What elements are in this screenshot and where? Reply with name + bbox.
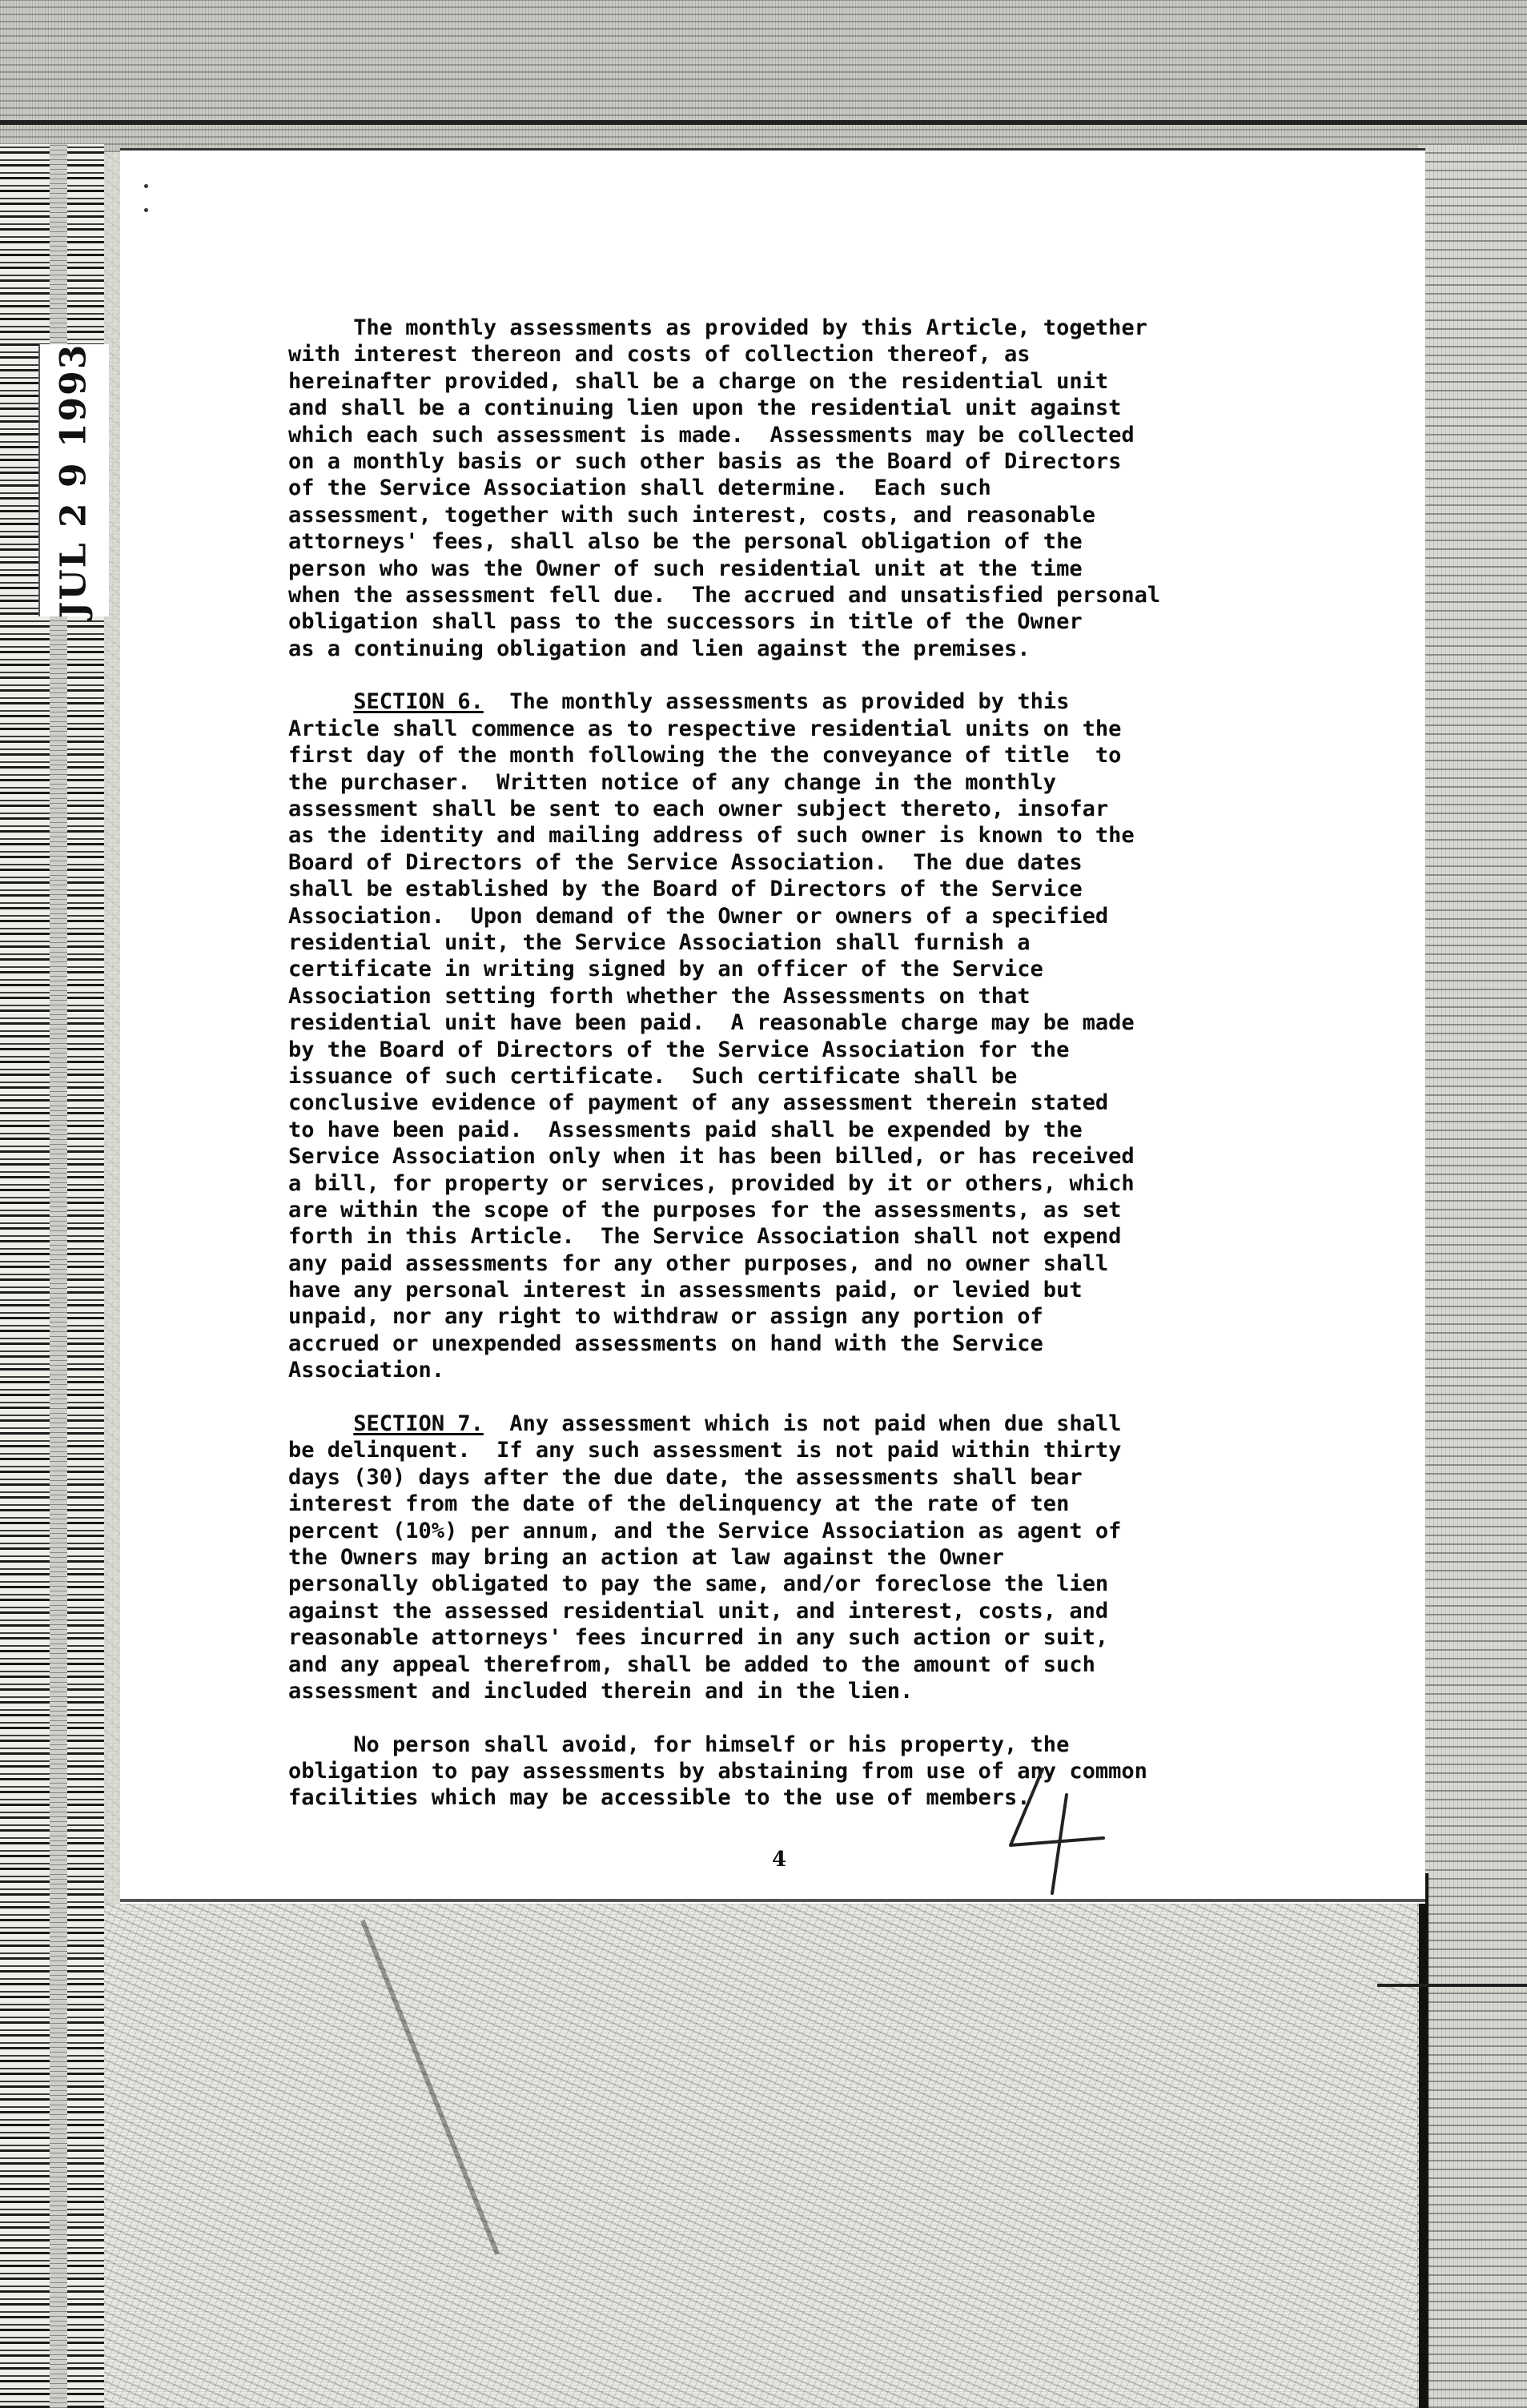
page-bottom-edge bbox=[120, 1899, 1425, 1902]
document-line: first day of the month following the the conveyance of title to bbox=[288, 743, 1122, 769]
document-line: the purchaser. Written notice of any change in the monthly bbox=[288, 769, 1057, 795]
document-line: Association. bbox=[288, 1358, 445, 1383]
document-line: reasonable attorneys' fees incurred in any such action or suit, bbox=[288, 1625, 1109, 1651]
document-line: any paid assessments for any other purposes, and no owner shall bbox=[288, 1250, 1109, 1276]
document-line: to have been paid. Assessments paid shall be expended by the bbox=[288, 1117, 1083, 1142]
document-line: are within the scope of the purposes for the assessments, as set bbox=[288, 1197, 1122, 1222]
document-line: The monthly assessments as provided by this Article, together bbox=[288, 315, 1147, 340]
paragraph-gap bbox=[288, 662, 1401, 688]
document-line: as a continuing obligation and lien against the premises. bbox=[288, 636, 1031, 661]
document-line: when the assessment fell due. The accrued and unsatisfied personal bbox=[288, 582, 1161, 608]
document-line: obligation to pay assessments by abstaining from use of any common bbox=[288, 1759, 1147, 1784]
right-horizontal-rule bbox=[1377, 1984, 1527, 1987]
document-line: the Owners may bring an action at law against the Owner bbox=[288, 1544, 1005, 1570]
document-line: with interest thereon and costs of collection thereof, as bbox=[288, 342, 1031, 367]
document-line: SECTION 7. Any assessment which is not paid when due shall bbox=[353, 1411, 1122, 1437]
page-number: 4 bbox=[772, 1848, 787, 1872]
paragraph-gap bbox=[288, 1704, 1401, 1731]
right-scan-strip bbox=[1417, 144, 1527, 2408]
document-line: interest from the date of the delinquency at the rate of ten bbox=[288, 1491, 1070, 1517]
document-line: person who was the Owner of such residential unit at the time bbox=[288, 556, 1083, 581]
lower-scan-noise bbox=[104, 1904, 1417, 2408]
date-stamp-text: JUL 2 9 1993 bbox=[53, 343, 94, 618]
paragraph-gap bbox=[288, 1384, 1401, 1411]
document-line: No person shall avoid, for himself or his property, the bbox=[288, 1732, 1070, 1757]
document-line: which each such assessment is made. Assessments may be collected bbox=[288, 422, 1135, 447]
document-line: Article shall commence as to respective residential units on the bbox=[288, 716, 1122, 741]
document-line: of the Service Association shall determine. Each such bbox=[288, 476, 991, 501]
document-line: personally obligated to pay the same, and/or foreclose the lien bbox=[288, 1571, 1109, 1597]
document-line: and shall be a continuing lien upon the residential unit against bbox=[288, 395, 1122, 421]
document-line: shall be established by the Board of Directors of the Service bbox=[288, 877, 1083, 902]
document-line: by the Board of Directors of the Service Association for the bbox=[288, 1037, 1070, 1062]
section-heading: SECTION 6. bbox=[353, 689, 484, 715]
document-line: against the assessed residential unit, and interest, costs, and bbox=[288, 1598, 1109, 1623]
right-vertical-rule bbox=[1419, 1873, 1429, 2408]
document-line: assessment shall be sent to each owner subject thereto, insofar bbox=[288, 797, 1109, 822]
document-line: on a monthly basis or such other basis as the Board of Directors bbox=[288, 448, 1122, 474]
document-line: obligation shall pass to the successors in title of the Owner bbox=[288, 609, 1083, 635]
date-stamp bbox=[42, 343, 106, 618]
document-line: Service Association only when it has been billed, or has received bbox=[288, 1144, 1135, 1170]
document-line: residential unit have been paid. A reasonable charge may be made bbox=[288, 1010, 1135, 1036]
document-line: a bill, for property or services, provided by it or others, which bbox=[288, 1170, 1135, 1196]
document-line: as the identity and mailing address of such owner is known to the bbox=[288, 823, 1135, 849]
document-line: assessment and included therein and in the lien. bbox=[288, 1678, 914, 1704]
document-line: hereinafter provided, shall be a charge on the residential unit bbox=[288, 368, 1109, 394]
document-line: conclusive evidence of payment of any assessment therein stated bbox=[288, 1090, 1109, 1116]
document-line: unpaid, nor any right to withdraw or assign any portion of bbox=[288, 1304, 1043, 1330]
document-line: SECTION 6. The monthly assessments as provided by this bbox=[353, 689, 1070, 715]
document-line: attorneys' fees, shall also be the personal obligation of the bbox=[288, 529, 1083, 555]
top-rule-line bbox=[0, 120, 1527, 125]
document-line: be delinquent. If any such assessment is not paid within thirty bbox=[288, 1438, 1122, 1463]
document-line: Association. Upon demand of the Owner or owners of a specified bbox=[288, 903, 1109, 929]
document-line: accrued or unexpended assessments on hand with the Service bbox=[288, 1330, 1043, 1356]
document-line: Board of Directors of the Service Association. The due dates bbox=[288, 849, 1083, 875]
top-scan-band bbox=[0, 0, 1527, 152]
document-line: forth in this Article. The Service Association shall not expend bbox=[288, 1224, 1122, 1250]
document-line: assessment, together with such interest, costs, and reasonable bbox=[288, 502, 1095, 528]
document-body bbox=[288, 315, 1401, 1812]
document-line: issuance of such certificate. Such certificate shall be bbox=[288, 1063, 1018, 1089]
document-line: percent (10%) per annum, and the Service Association as agent of bbox=[288, 1518, 1122, 1543]
handwritten-page-number bbox=[993, 1761, 1113, 1897]
document-line: have any personal interest in assessments paid, or levied but bbox=[288, 1278, 1083, 1303]
margin-marks bbox=[144, 184, 168, 232]
document-line: days (30) days after the due date, the assessments shall bear bbox=[288, 1464, 1083, 1490]
document-line: residential unit, the Service Association shall furnish a bbox=[288, 929, 1031, 955]
document-line: certificate in writing signed by an officer of the Service bbox=[288, 957, 1043, 982]
section-heading: SECTION 7. bbox=[353, 1411, 484, 1437]
document-line: and any appeal therefrom, shall be added to the amount of such bbox=[288, 1651, 1095, 1677]
document-line: facilities which may be accessible to the use of members. bbox=[288, 1785, 1031, 1811]
document-line: Association setting forth whether the Assessments on that bbox=[288, 983, 1031, 1009]
